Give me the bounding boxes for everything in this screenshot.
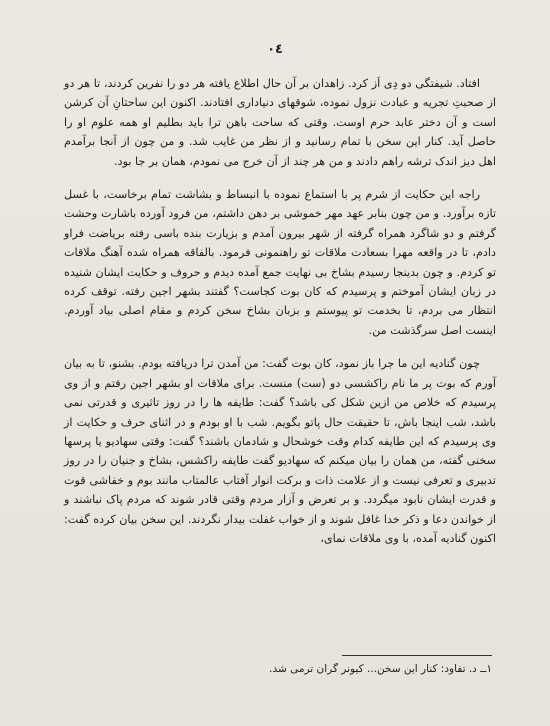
paragraph: افتاد. شیفتگی دو دِی اَز کرد. زاهدان بر آن حال اطلاع یافته هر دو را نفرین کردند، تا هر دو از صحبتِ تجریه و عبادت نزول نموده، شوقهای دنیاداری افتادند. اکنون این ساحتانِ آن کرشن است و آن دختر عابد حرم اوست. وقتی که ساحت باهن ترا باید بطلیم او همه علوم او را حاصل آید. کنار این سخن با تمام رسانید و از نظر من غایب شد. و من چون از آنجا برآمدم اهل دیز اندک ترشه راهم دادند و من هر چند از آن خرج می نمودم، همان بر جا بود. — [64, 77, 496, 168]
paragraph: راجه این حکایت از شرم پر با استماع نموده با انبساط و بشاشت تمام برخاست، با غسل تازه برآورد. و من چون بنابر عهد مهر خموشی بر دهن داشتم، من فرود آورده باشارت وحشت گرفتم و دو شاگرد همراه گرفته از شهر بیرون آمدم و بزیارت بنده باسی رفته بریاضت فراو دادم، تا در واقعه مهرا بسعادت ملاقات تو راهنمونی فرمود. بالفاقه همراه شده آهنگ ملاقات تو کردم. و چون بدینجا رسیدم بشاخ بی نهایت جمع آمده دیدم و حروف و حکایت ایشان شنیده در زبان ایشان آموختم و پرسیدم که کان بوت کجاست؟ گفتند بشهر اجین رفته. توقف کرده انتظار می بردم، تا بخدمت تو پیوستم و بزبان بشاخ سخن کردم و مقام اصلی بیاد آوردم. اینست اصل سرگذشت من. — [64, 188, 496, 337]
paragraph: چون گنادیه این ما جرا باز نمود، کان بوت گفت: من آمدن ترا دریافته بودم. بشنو، تا به بیان آورم که بوت پر ما نام راکشسی دو (ست) منست. برای ملاقات او بشهر اجین رفتم و از وی پرسیدم که خلاص من ازین شکل کی باشد؟ گفت: طایفه ها را در روز تاثیری و قدرتی نمی باشد، شب اینجا باش، تا حقیقت حال پاتو بگویم. شب با او بودم و در اثنای حرف و حکایت از وی پرسیدم که این طایفه کدام وقت خوشحال و شادمان باشند؟ گفت: وقتی سهادیو یا پرسها سخنی گفته، من همان را بیان میکنم که سهادیو گفت طایفه راکشس، بشاخ و جنیان را در روز تدبیری و تعرفی نیست و از علامت ذات و برکت انوار آفتاب عالمتاب مانند بوم و خفاشی قوت و قدرت ایشان نابود میگردد. و بر تعرض و آزار مردم وقتی قادر شوند که مردم پاک نباشند و از خواندن دعا و ذکر خدا غافل شوند و از خواب غفلت بیدار نگردند. این سخن بیان کرده گفت: اکنون گنادیه آمده، با وی ملاقات نمای، — [64, 357, 496, 545]
footnote-divider — [342, 655, 492, 656]
page-number: ۰٤ — [267, 42, 283, 57]
footnote: ۱ــ د. تفاود: کنار این سخن... کیونر گران ترمی شد. — [269, 663, 492, 675]
body-text — [64, 74, 496, 548]
